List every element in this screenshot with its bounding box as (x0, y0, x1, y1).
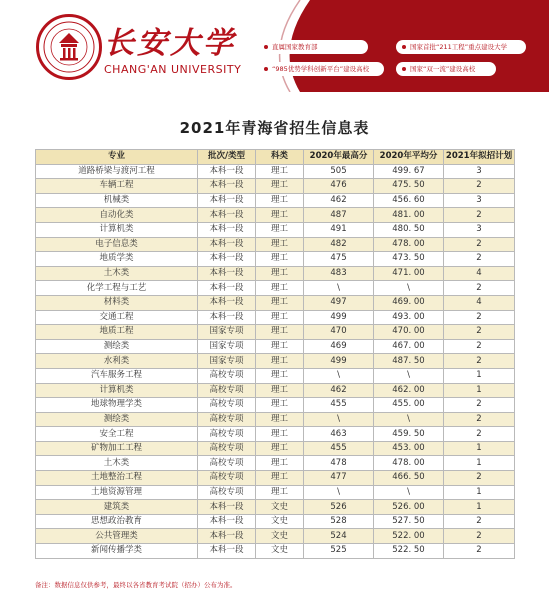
cell-batch: 国家专项 (198, 339, 256, 354)
cell-plan: 2 (444, 412, 515, 427)
cell-avg-score: \ (374, 485, 444, 500)
table-row (36, 281, 515, 296)
cell-avg-score: 473. 50 (374, 252, 444, 267)
cell-plan: 4 (444, 266, 515, 281)
cell-major: 土木类 (36, 266, 198, 281)
cell-avg-score: 466. 50 (374, 471, 444, 486)
cell-plan: 2 (444, 281, 515, 296)
cell-major: 计算机类 (36, 383, 198, 398)
cell-category: 理工 (256, 252, 304, 267)
pill-label: 国家“双一流”建设高校 (410, 65, 476, 73)
cell-category: 文史 (256, 500, 304, 515)
cell-avg-score: \ (374, 368, 444, 383)
cell-batch: 高校专项 (198, 427, 256, 442)
bullet-dot (264, 45, 268, 49)
header-banner (0, 0, 549, 92)
table-row (36, 252, 515, 267)
cell-avg-score: 459. 50 (374, 427, 444, 442)
cell-avg-score: \ (374, 412, 444, 427)
cell-major: 材料类 (36, 295, 198, 310)
cell-category: 理工 (256, 412, 304, 427)
cell-plan: 4 (444, 295, 515, 310)
table-row (36, 325, 515, 340)
cell-plan: 2 (444, 529, 515, 544)
bullet-dot (402, 45, 406, 49)
cell-batch: 高校专项 (198, 412, 256, 427)
cell-batch: 本科一段 (198, 281, 256, 296)
cell-category: 理工 (256, 222, 304, 237)
cell-batch: 高校专项 (198, 456, 256, 471)
table-body (36, 164, 515, 558)
table-row (36, 544, 515, 559)
cell-batch: 高校专项 (198, 441, 256, 456)
cell-plan: 2 (444, 310, 515, 325)
cell-category: 理工 (256, 164, 304, 179)
cell-major: 水利类 (36, 354, 198, 369)
cell-batch: 国家专项 (198, 325, 256, 340)
cell-major: 矿物加工工程 (36, 441, 198, 456)
cell-major: 化学工程与工艺 (36, 281, 198, 296)
cell-category: 理工 (256, 237, 304, 252)
cell-max-score: 478 (304, 456, 374, 471)
cell-max-score: 483 (304, 266, 374, 281)
cell-max-score: \ (304, 281, 374, 296)
cell-category: 理工 (256, 208, 304, 223)
cell-batch: 本科一段 (198, 514, 256, 529)
col-header-avg-score: 2020年平均分 (374, 150, 444, 165)
cell-avg-score: 493. 00 (374, 310, 444, 325)
cell-plan: 2 (444, 514, 515, 529)
cell-batch: 高校专项 (198, 485, 256, 500)
cell-major: 交通工程 (36, 310, 198, 325)
table-row (36, 441, 515, 456)
table-row (36, 310, 515, 325)
cell-plan: 2 (444, 427, 515, 442)
admission-table (35, 149, 515, 559)
brand-name-en: CHANG'AN UNIVERSITY (104, 63, 242, 76)
feature-pill-2 (396, 40, 526, 54)
cell-max-score: 455 (304, 441, 374, 456)
cell-major: 道路桥梁与渡河工程 (36, 164, 198, 179)
cell-max-score: 487 (304, 208, 374, 223)
cell-max-score: \ (304, 485, 374, 500)
table-row (36, 295, 515, 310)
col-header-major: 专业 (36, 150, 198, 165)
cell-plan: 2 (444, 354, 515, 369)
table-row (36, 529, 515, 544)
page-title: 2021年青海省招生信息表 (179, 119, 370, 137)
pill-label: 国家首批“211工程”重点建设大学 (410, 43, 508, 51)
cell-major: 测绘类 (36, 339, 198, 354)
cell-avg-score: 487. 50 (374, 354, 444, 369)
cell-major: 新闻传播学类 (36, 544, 198, 559)
cell-category: 理工 (256, 427, 304, 442)
cell-avg-score: 480. 50 (374, 222, 444, 237)
cell-batch: 本科一段 (198, 295, 256, 310)
cell-major: 土木类 (36, 456, 198, 471)
table-row (36, 368, 515, 383)
table-row (36, 500, 515, 515)
cell-plan: 1 (444, 485, 515, 500)
cell-max-score: 462 (304, 193, 374, 208)
cell-max-score: 476 (304, 179, 374, 194)
cell-avg-score: 456. 60 (374, 193, 444, 208)
table-row (36, 237, 515, 252)
emblem-icon (42, 20, 96, 74)
cell-plan: 2 (444, 252, 515, 267)
cell-max-score: 499 (304, 310, 374, 325)
cell-max-score: 497 (304, 295, 374, 310)
cell-avg-score: 481. 00 (374, 208, 444, 223)
cell-avg-score: 522. 00 (374, 529, 444, 544)
table-row (36, 222, 515, 237)
cell-major: 公共管理类 (36, 529, 198, 544)
cell-category: 文史 (256, 514, 304, 529)
table-row (36, 354, 515, 369)
cell-max-score: 524 (304, 529, 374, 544)
cell-avg-score: 471. 00 (374, 266, 444, 281)
cell-avg-score: 469. 00 (374, 295, 444, 310)
cell-plan: 2 (444, 237, 515, 252)
cell-max-score: 528 (304, 514, 374, 529)
cell-max-score: 469 (304, 339, 374, 354)
cell-avg-score: 526. 00 (374, 500, 444, 515)
table-row (36, 471, 515, 486)
col-header-max-score: 2020年最高分 (304, 150, 374, 165)
cell-batch: 本科一段 (198, 193, 256, 208)
table-row (36, 266, 515, 281)
footnote: 备注：数据信息仅供参考，最终以各省教育考试院（招办）公布为准。 (35, 581, 237, 589)
cell-major: 土地资源管理 (36, 485, 198, 500)
cell-category: 文史 (256, 544, 304, 559)
cell-category: 理工 (256, 368, 304, 383)
cell-batch: 本科一段 (198, 529, 256, 544)
table-row (36, 427, 515, 442)
cell-category: 理工 (256, 325, 304, 340)
cell-major: 思想政治教育 (36, 514, 198, 529)
bullet-dot (264, 67, 268, 71)
cell-major: 安全工程 (36, 427, 198, 442)
cell-major: 地质学类 (36, 252, 198, 267)
cell-major: 自动化类 (36, 208, 198, 223)
cell-batch: 本科一段 (198, 222, 256, 237)
cell-avg-score: 527. 50 (374, 514, 444, 529)
table-row (36, 179, 515, 194)
cell-major: 电子信息类 (36, 237, 198, 252)
cell-max-score: \ (304, 412, 374, 427)
cell-major: 土地整治工程 (36, 471, 198, 486)
cell-plan: 1 (444, 456, 515, 471)
cell-major: 计算机类 (36, 222, 198, 237)
cell-major: 地质工程 (36, 325, 198, 340)
cell-major: 汽车服务工程 (36, 368, 198, 383)
cell-batch: 本科一段 (198, 500, 256, 515)
table-row (36, 412, 515, 427)
table-row (36, 193, 515, 208)
cell-plan: 2 (444, 398, 515, 413)
cell-plan: 3 (444, 193, 515, 208)
table-row (36, 164, 515, 179)
cell-batch: 本科一段 (198, 252, 256, 267)
cell-category: 理工 (256, 383, 304, 398)
cell-category: 理工 (256, 456, 304, 471)
cell-batch: 高校专项 (198, 368, 256, 383)
cell-avg-score: 478. 00 (374, 456, 444, 471)
feature-pill-3 (258, 62, 384, 76)
cell-category: 理工 (256, 398, 304, 413)
cell-avg-score: 478. 00 (374, 237, 444, 252)
cell-batch: 本科一段 (198, 208, 256, 223)
cell-batch: 高校专项 (198, 398, 256, 413)
cell-category: 理工 (256, 441, 304, 456)
cell-batch: 高校专项 (198, 383, 256, 398)
cell-plan: 2 (444, 325, 515, 340)
cell-major: 测绘类 (36, 412, 198, 427)
cell-avg-score: \ (374, 281, 444, 296)
cell-category: 理工 (256, 471, 304, 486)
cell-batch: 本科一段 (198, 266, 256, 281)
cell-category: 理工 (256, 193, 304, 208)
cell-plan: 1 (444, 441, 515, 456)
col-header-plan: 2021年拟招计划 (444, 150, 515, 165)
cell-avg-score: 455. 00 (374, 398, 444, 413)
cell-major: 机械类 (36, 193, 198, 208)
cell-category: 文史 (256, 529, 304, 544)
cell-avg-score: 475. 50 (374, 179, 444, 194)
cell-batch: 本科一段 (198, 164, 256, 179)
cell-plan: 1 (444, 500, 515, 515)
cell-major: 建筑类 (36, 500, 198, 515)
cell-category: 理工 (256, 295, 304, 310)
feature-pill-1 (258, 40, 368, 54)
cell-avg-score: 453. 00 (374, 441, 444, 456)
cell-plan: 1 (444, 383, 515, 398)
cell-batch: 本科一段 (198, 544, 256, 559)
cell-category: 理工 (256, 354, 304, 369)
cell-max-score: 525 (304, 544, 374, 559)
cell-plan: 2 (444, 339, 515, 354)
cell-plan: 3 (444, 164, 515, 179)
table-row (36, 485, 515, 500)
university-emblem (36, 14, 102, 80)
cell-batch: 本科一段 (198, 237, 256, 252)
cell-avg-score: 499. 67 (374, 164, 444, 179)
cell-avg-score: 522. 50 (374, 544, 444, 559)
brand-name-cn: 长安大学 (104, 26, 236, 61)
cell-max-score: 470 (304, 325, 374, 340)
table-row (36, 383, 515, 398)
cell-max-score: 463 (304, 427, 374, 442)
cell-avg-score: 462. 00 (374, 383, 444, 398)
cell-plan: 3 (444, 222, 515, 237)
cell-category: 理工 (256, 310, 304, 325)
cell-plan: 2 (444, 179, 515, 194)
pill-label: 直属国家教育部 (272, 43, 318, 51)
table-row (36, 456, 515, 471)
cell-plan: 1 (444, 368, 515, 383)
cell-max-score: 482 (304, 237, 374, 252)
cell-max-score: 526 (304, 500, 374, 515)
col-header-category: 科类 (256, 150, 304, 165)
cell-category: 理工 (256, 339, 304, 354)
table-header-row (36, 150, 515, 165)
cell-major: 地球物理学类 (36, 398, 198, 413)
cell-avg-score: 467. 00 (374, 339, 444, 354)
cell-max-score: 462 (304, 383, 374, 398)
cell-plan: 2 (444, 208, 515, 223)
cell-category: 理工 (256, 485, 304, 500)
cell-category: 理工 (256, 179, 304, 194)
cell-batch: 高校专项 (198, 471, 256, 486)
cell-max-score: 499 (304, 354, 374, 369)
cell-max-score: 505 (304, 164, 374, 179)
cell-plan: 2 (444, 471, 515, 486)
cell-max-score: 475 (304, 252, 374, 267)
cell-batch: 国家专项 (198, 354, 256, 369)
cell-max-score: \ (304, 368, 374, 383)
cell-major: 车辆工程 (36, 179, 198, 194)
cell-category: 理工 (256, 266, 304, 281)
cell-batch: 本科一段 (198, 179, 256, 194)
cell-max-score: 491 (304, 222, 374, 237)
feature-pill-4 (396, 62, 496, 76)
cell-max-score: 455 (304, 398, 374, 413)
cell-category: 理工 (256, 281, 304, 296)
cell-plan: 2 (444, 544, 515, 559)
cell-avg-score: 470. 00 (374, 325, 444, 340)
col-header-batch: 批次/类型 (198, 150, 256, 165)
pill-label: “985优势学科创新平台”建设高校 (272, 65, 370, 73)
table-row (36, 208, 515, 223)
table-row (36, 514, 515, 529)
cell-batch: 本科一段 (198, 310, 256, 325)
table-row (36, 339, 515, 354)
bullet-dot (402, 67, 406, 71)
table-row (36, 398, 515, 413)
cell-max-score: 477 (304, 471, 374, 486)
